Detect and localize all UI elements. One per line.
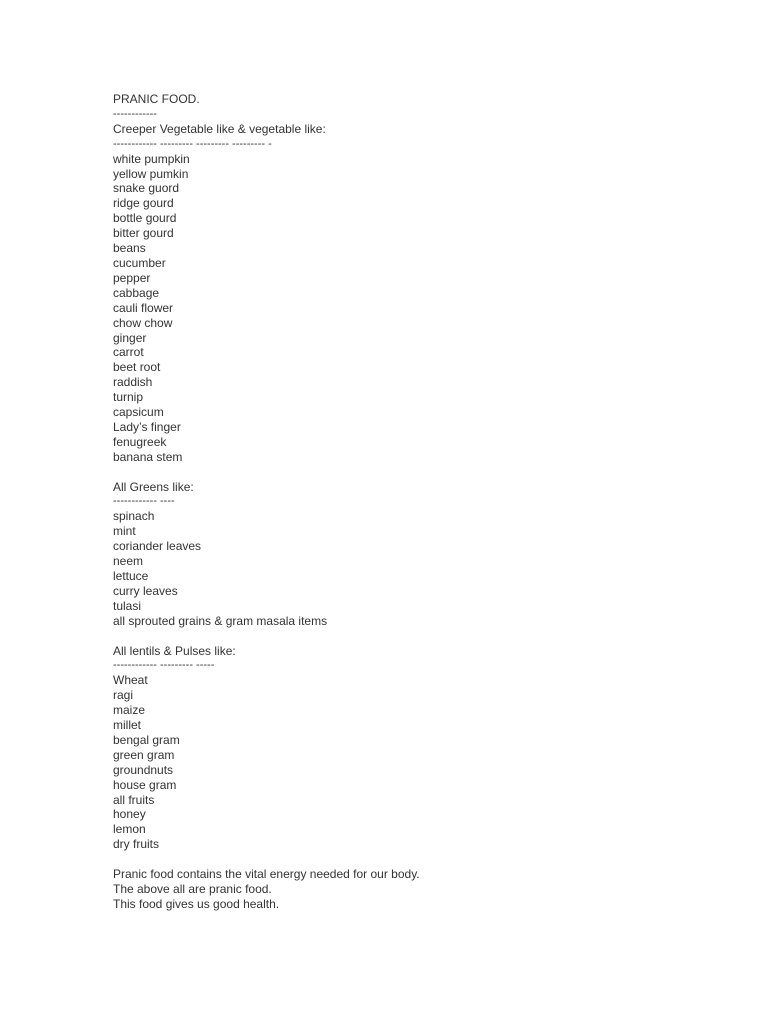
underline-rule: ------------ --------- ----- bbox=[113, 659, 215, 672]
list-item: capsicum bbox=[113, 405, 164, 420]
list-item: lettuce bbox=[113, 568, 149, 583]
list-item: maize bbox=[113, 703, 146, 718]
list-item: honey bbox=[113, 807, 146, 822]
list-item: coriander leaves bbox=[113, 539, 202, 554]
list-item: ridge gourd bbox=[113, 196, 174, 211]
list-item: Lady’s finger bbox=[113, 419, 181, 434]
underline-rule: ------------ --------- --------- --------- - bbox=[113, 137, 272, 150]
list-item: beans bbox=[113, 241, 146, 256]
section-heading: Creeper Vegetable like & vegetable like: bbox=[113, 121, 326, 136]
list-item: all fruits bbox=[113, 792, 155, 807]
list-item: cucumber bbox=[113, 255, 166, 270]
list-item: white pumpkin bbox=[113, 151, 190, 166]
list-item: tulasi bbox=[113, 598, 142, 613]
list-item: carrot bbox=[113, 345, 144, 360]
list-item: house gram bbox=[113, 777, 177, 792]
list-item: dry fruits bbox=[113, 837, 160, 852]
list-item: ginger bbox=[113, 330, 147, 345]
paragraph-line: This food gives us good health. bbox=[113, 896, 280, 911]
list-item: bottle gourd bbox=[113, 211, 177, 226]
blank-line bbox=[113, 852, 713, 867]
list-item: all sprouted grains & gram masala items bbox=[113, 613, 328, 628]
document-body bbox=[113, 92, 713, 912]
list-item: neem bbox=[113, 554, 144, 569]
list-item: groundnuts bbox=[113, 762, 174, 777]
list-item: banana stem bbox=[113, 449, 183, 464]
underline-rule: ------------ ---- bbox=[113, 495, 175, 508]
list-item: chow chow bbox=[113, 315, 173, 330]
list-item: raddish bbox=[113, 375, 153, 390]
list-item: green gram bbox=[113, 747, 175, 762]
list-item: cauli flower bbox=[113, 300, 174, 315]
section-heading: All Greens like: bbox=[113, 479, 194, 494]
list-item: turnip bbox=[113, 390, 144, 405]
list-item: yellow pumkin bbox=[113, 166, 189, 181]
section-heading: All lentils & Pulses like: bbox=[113, 643, 236, 658]
list-item: curry leaves bbox=[113, 583, 178, 598]
underline-rule: ------------ bbox=[113, 107, 157, 120]
document-title: PRANIC FOOD. bbox=[113, 92, 200, 106]
paragraph-line: The above all are pranic food. bbox=[113, 881, 272, 896]
list-item: Wheat bbox=[113, 673, 148, 688]
list-item: millet bbox=[113, 718, 142, 733]
paragraph-line: Pranic food contains the vital energy needed for our body. bbox=[113, 867, 420, 882]
list-item: pepper bbox=[113, 270, 151, 285]
list-item: spinach bbox=[113, 509, 155, 524]
list-item: ragi bbox=[113, 688, 134, 703]
list-item: mint bbox=[113, 524, 136, 539]
list-item: bengal gram bbox=[113, 732, 180, 747]
list-item: beet root bbox=[113, 360, 161, 375]
blank-line bbox=[113, 629, 713, 644]
blank-line bbox=[113, 465, 713, 480]
list-item: lemon bbox=[113, 822, 146, 837]
list-item: snake guord bbox=[113, 181, 180, 196]
list-item: fenugreek bbox=[113, 434, 167, 449]
list-item: bitter gourd bbox=[113, 226, 174, 241]
list-item: cabbage bbox=[113, 285, 160, 300]
